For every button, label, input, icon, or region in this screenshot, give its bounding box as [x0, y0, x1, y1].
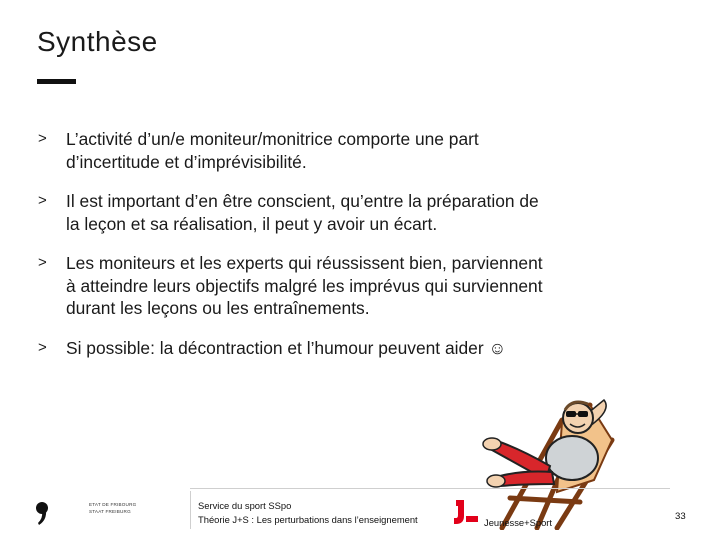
bullet-line: Il est important d’en être conscient, qu’entre la préparation de: [66, 191, 539, 211]
bullet-line: Les moniteurs et les experts qui réussissent bien, parviennent: [66, 253, 543, 273]
bullet-item: [38, 128, 638, 173]
bullet-marker: >: [38, 338, 47, 356]
bullet-marker: >: [38, 130, 47, 147]
bullet-marker: >: [38, 192, 47, 209]
bullet-line: à atteindre leurs objectifs malgré les imprévus qui surviennent: [66, 275, 543, 296]
bullet-item: [38, 337, 638, 360]
bullet-line: Si possible: la décontraction et l’humour peuvent aider ☺: [66, 337, 507, 358]
page-number: 33: [675, 511, 686, 522]
footer-program: Jeunesse+Sport: [484, 517, 553, 528]
bullet-line: d’incertitude et d’imprévisibilité.: [66, 151, 307, 172]
bullet-item: [38, 190, 638, 235]
bullet-marker: >: [38, 254, 47, 271]
deckchair-cartoon: [462, 380, 632, 530]
bullet-line: la leçon et sa réalisation, il peut y avoir un écart.: [66, 213, 438, 234]
footer-subtitle: Théorie J+S : Les perturbations dans l’enseignement: [198, 514, 418, 525]
canton-name-fr: ETAT DE FRIBOURG: [89, 502, 137, 507]
title-underline: [37, 79, 76, 84]
jugend-sport-logo-icon: [450, 498, 480, 528]
comma-logo-icon: [35, 500, 51, 526]
footer-divider-line: [190, 488, 670, 489]
bullet-line: L’activité d’un/e moniteur/monitrice comporte une part: [66, 129, 479, 149]
bullet-line: durant les leçons ou les entraînements.: [66, 298, 370, 318]
bullet-item: [38, 252, 638, 320]
canton-name-de: STAAT FREIBURG: [89, 509, 131, 514]
footer-vertical-divider: [190, 491, 191, 529]
bullet-list: [38, 128, 638, 376]
footer-service: Service du sport SSpo: [198, 500, 292, 511]
slide-title: Synthèse: [37, 26, 158, 57]
canton-logo: [35, 500, 137, 526]
